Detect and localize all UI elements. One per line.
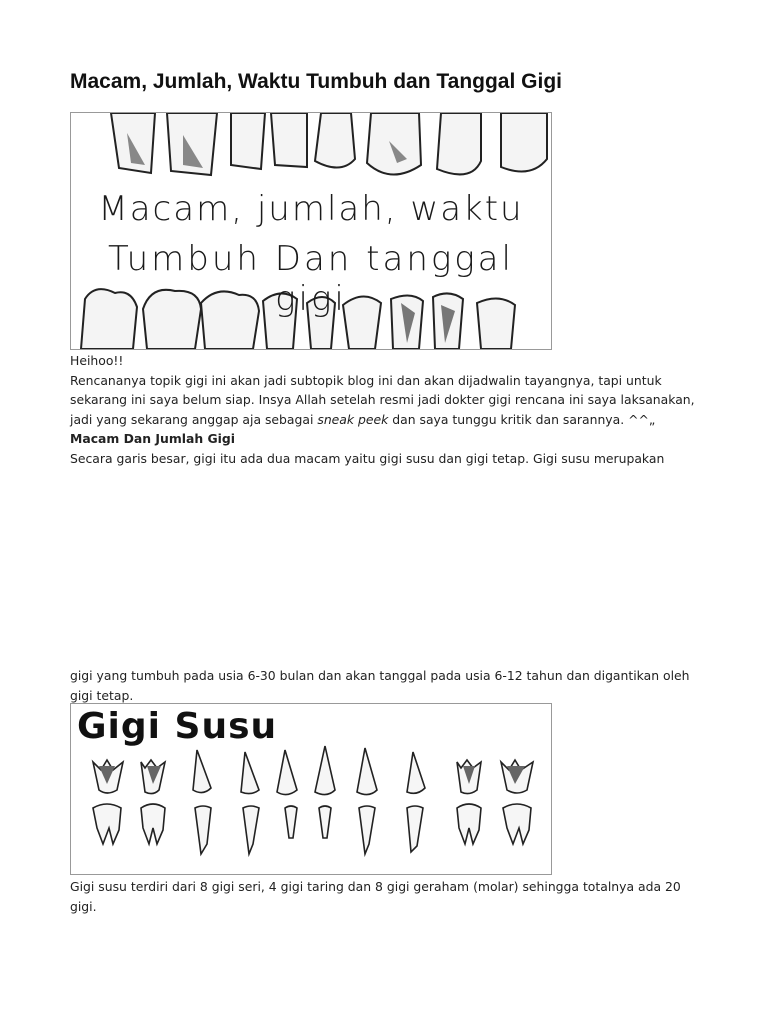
intro-text — [70, 351, 710, 468]
section-heading: Macam Dan Jumlah Gigi — [70, 431, 236, 446]
teeth-banner-image — [70, 112, 552, 350]
banner-caption-line2: Tumbuh Dan tanggal gigi — [108, 239, 514, 319]
gigi-susu-heading: Gigi Susu — [77, 706, 278, 747]
sneak-peek-italic: sneak peek — [317, 411, 389, 427]
gigi-susu-image — [70, 703, 552, 875]
closing-text: Gigi susu terdiri dari 8 gigi seri, 4 gigi taring dan 8 gigi geraham (molar) sehingga totalnya ada 20 gigi. — [70, 879, 681, 914]
page-title: Macam, Jumlah, Waktu Tumbuh dan Tanggal Gigi — [70, 70, 562, 93]
greeting: Heihoo!! — [70, 353, 124, 368]
section-continued-text: gigi yang tumbuh pada usia 6-30 bulan dan akan tanggal pada usia 6-12 tahun dan digantikan oleh gigi tetap. — [70, 668, 690, 703]
section-line1: Secara garis besar, gigi itu ada dua macam yaitu gigi susu dan gigi tetap. Gigi susu merupakan — [70, 450, 665, 466]
intro-paragraph: Rencananya topik gigi ini akan jadi subtopik blog ini dan akan dijadwalin tayangnya, tapi untuk sekarang ini saya belum siap. Insya Allah setelah resmi jadi dokter gigi rencana ini saya laksanakan, jadi yang sekarang anggap aja sebagai sneak peek dan saya tunggu kritik dan sarannya. ^^„ — [70, 372, 695, 427]
banner-caption-line1: Macam, jumlah, waktu — [98, 189, 524, 229]
